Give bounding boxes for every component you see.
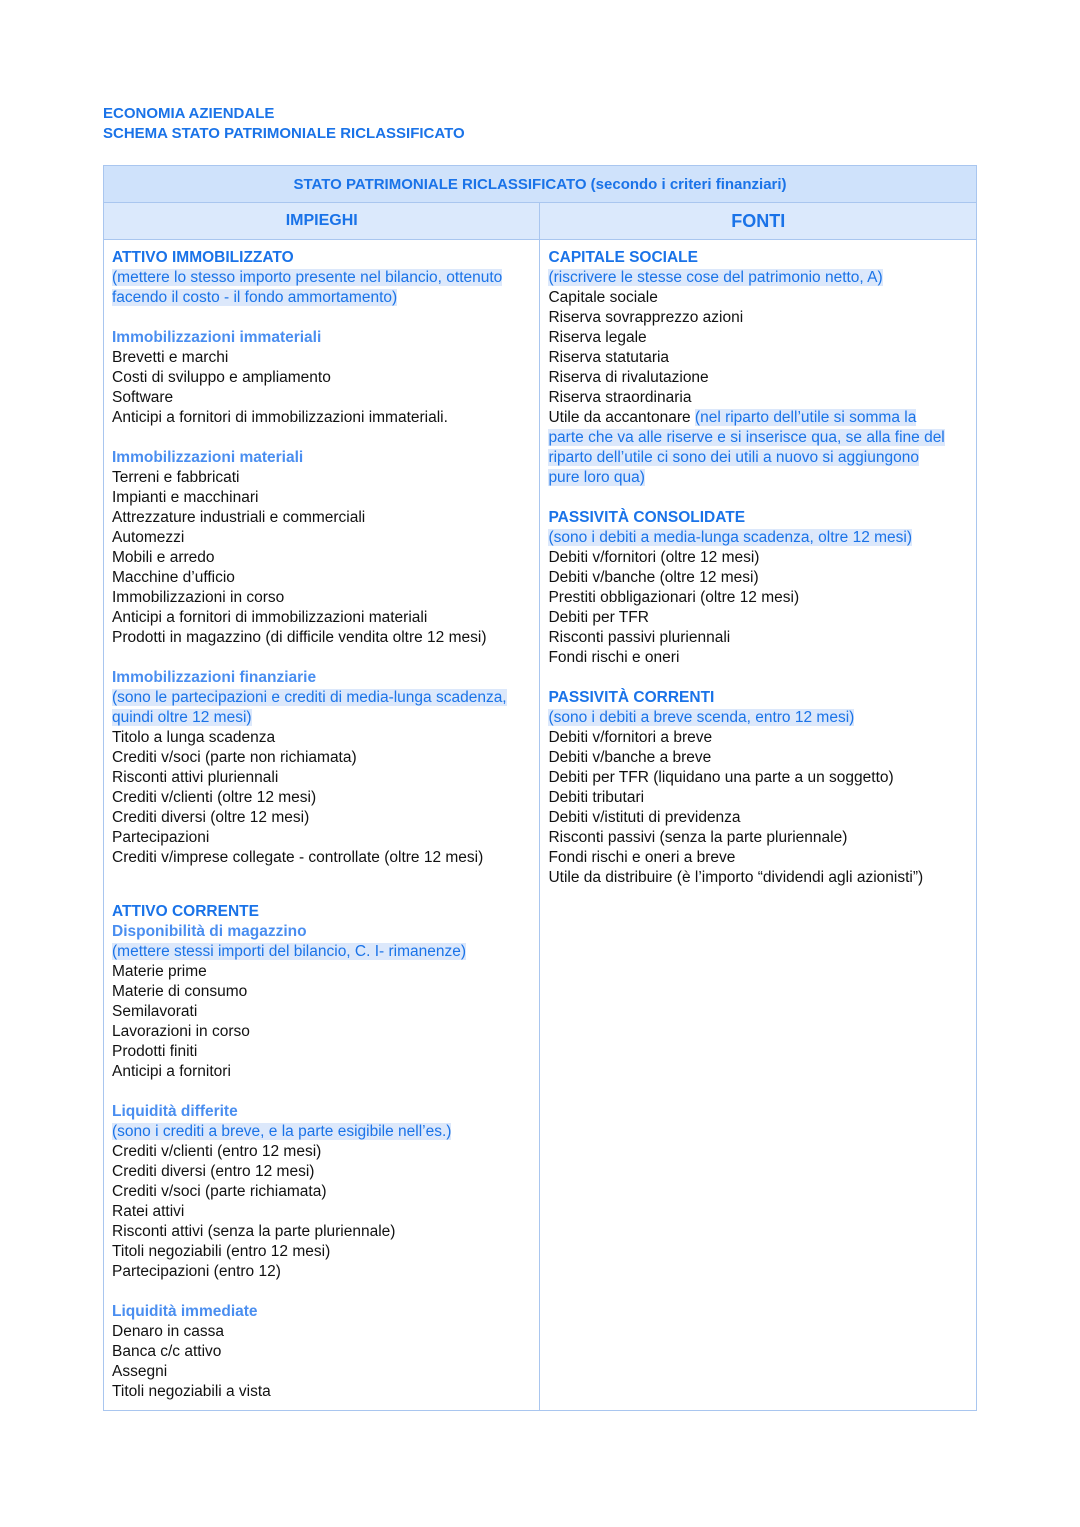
section-title: ATTIVO IMMOBILIZZATO — [112, 249, 294, 266]
list-item: Prestiti obbligazionari (oltre 12 mesi) — [548, 589, 800, 606]
list-item: Debiti per TFR — [548, 609, 649, 626]
list-item: Titolo a lunga scadenza — [112, 729, 276, 746]
section-note: quindi oltre 12 mesi) — [112, 709, 252, 726]
list-item: Crediti v/clienti (entro 12 mesi) — [112, 1143, 322, 1160]
list-item: Anticipi a fornitori — [112, 1063, 231, 1080]
list-item: Costi di sviluppo e ampliamento — [112, 369, 331, 386]
column-header-fonti: FONTI — [540, 203, 977, 240]
section-note: (mettere lo stesso importo presente nel bilancio, ottenuto — [112, 269, 503, 286]
list-item: Debiti v/fornitori (oltre 12 mesi) — [548, 549, 760, 566]
list-item — [548, 408, 968, 428]
subsection-title: Liquidità immediate — [112, 1303, 258, 1320]
column-header-impieghi: IMPIEGHI — [104, 203, 540, 240]
list-item: Assegni — [112, 1363, 168, 1380]
section-note: (sono i debiti a media-lunga scadenza, oltre 12 mesi) — [548, 529, 913, 546]
list-item: Crediti diversi (entro 12 mesi) — [112, 1163, 315, 1180]
list-item: Materie di consumo — [112, 983, 248, 1000]
list-item: Mobili e arredo — [112, 549, 215, 566]
utile-label: Utile da accantonare — [548, 409, 691, 426]
list-item: Riserva sovrapprezzo azioni — [548, 309, 744, 326]
section-note: riparto dell’utile ci sono dei utili a nuovo si aggiungono — [548, 449, 919, 466]
section-note: facendo il costo - il fondo ammortamento) — [112, 289, 398, 306]
section-note: (mettere stessi importi del bilancio, C. I- rimanenze) — [112, 943, 467, 960]
section-note: (nel riparto dell’utile si somma la — [694, 409, 917, 426]
subsection-title: Immobilizzazioni immateriali — [112, 329, 322, 346]
list-item: Immobilizzazioni in corso — [112, 589, 285, 606]
list-item: Risconti passivi (senza la parte pluriennale) — [548, 829, 848, 846]
balance-sheet-table — [103, 165, 977, 1411]
list-item: Utile da distribuire (è l’importo “dividendi agli azionisti”) — [548, 869, 924, 886]
list-item: Crediti diversi (oltre 12 mesi) — [112, 809, 310, 826]
list-item: Capitale sociale — [548, 289, 658, 306]
section-note: (sono le partecipazioni e crediti di media-lunga scadenza, — [112, 689, 507, 706]
section-title: CAPITALE SOCIALE — [548, 249, 698, 266]
list-item: Lavorazioni in corso — [112, 1023, 250, 1040]
list-item: Titoli negoziabili (entro 12 mesi) — [112, 1243, 331, 1260]
list-item: Riserva legale — [548, 329, 647, 346]
list-item: Debiti tributari — [548, 789, 645, 806]
fonti-cell — [540, 240, 977, 1411]
list-item: Banca c/c attivo — [112, 1343, 222, 1360]
section-note: (sono i crediti a breve, e la parte esigibile nell’es.) — [112, 1123, 452, 1140]
list-item: Riserva di rivalutazione — [548, 369, 709, 386]
list-item: Automezzi — [112, 529, 185, 546]
section-title: PASSIVITÀ CONSOLIDATE — [548, 509, 746, 526]
list-item: Riserva straordinaria — [548, 389, 692, 406]
section-note: (sono i debiti a breve scenda, entro 12 mesi) — [548, 709, 855, 726]
list-item: Partecipazioni (entro 12) — [112, 1263, 281, 1280]
list-item: Fondi rischi e oneri — [548, 649, 680, 666]
list-item: Crediti v/soci (parte non richiamata) — [112, 749, 357, 766]
section-note: pure loro qua) — [548, 469, 645, 486]
list-item: Titoli negoziabili a vista — [112, 1383, 271, 1400]
subsection-title: Immobilizzazioni finanziarie — [112, 669, 317, 686]
list-item: Debiti v/banche (oltre 12 mesi) — [548, 569, 759, 586]
list-item: Semilavorati — [112, 1003, 198, 1020]
section-title: ATTIVO CORRENTE — [112, 903, 259, 920]
list-item: Prodotti in magazzino (di difficile vendita oltre 12 mesi) — [112, 629, 487, 646]
list-item: Risconti passivi pluriennali — [548, 629, 731, 646]
list-item: Crediti v/clienti (oltre 12 mesi) — [112, 789, 317, 806]
subsection-title: Immobilizzazioni materiali — [112, 449, 304, 466]
subsection-title: Disponibilità di magazzino — [112, 923, 307, 940]
document-title: ECONOMIA AZIENDALE — [103, 105, 275, 122]
list-item: Debiti v/fornitori a breve — [548, 729, 713, 746]
table-caption: STATO PATRIMONIALE RICLASSIFICATO (secondo i criteri finanziari) — [104, 166, 977, 203]
list-item: Terreni e fabbricati — [112, 469, 240, 486]
section-title: PASSIVITÀ CORRENTI — [548, 689, 715, 706]
list-item: Impianti e macchinari — [112, 489, 259, 506]
list-item: Debiti v/istituti di previdenza — [548, 809, 741, 826]
list-item: Denaro in cassa — [112, 1323, 225, 1340]
document-subtitle: SCHEMA STATO PATRIMONIALE RICLASSIFICATO — [103, 125, 465, 142]
document-header — [103, 104, 465, 144]
list-item: Risconti attivi (senza la parte pluriennale) — [112, 1223, 396, 1240]
list-item: Prodotti finiti — [112, 1043, 198, 1060]
list-item: Materie prime — [112, 963, 207, 980]
list-item: Attrezzature industriali e commerciali — [112, 509, 366, 526]
list-item: Macchine d’ufficio — [112, 569, 235, 586]
list-item: Riserva statutaria — [548, 349, 670, 366]
list-item: Crediti v/soci (parte richiamata) — [112, 1183, 327, 1200]
list-item: Ratei attivi — [112, 1203, 185, 1220]
list-item: Partecipazioni — [112, 829, 210, 846]
list-item: Crediti v/imprese collegate - controllate (oltre 12 mesi) — [112, 849, 484, 866]
list-item: Debiti per TFR (liquidano una parte a un soggetto) — [548, 769, 894, 786]
list-item: Anticipi a fornitori di immobilizzazioni immateriali. — [112, 409, 448, 426]
list-item: Software — [112, 389, 174, 406]
section-note: (riscrivere le stesse cose del patrimonio netto, A) — [548, 269, 883, 286]
list-item: Risconti attivi pluriennali — [112, 769, 279, 786]
list-item: Brevetti e marchi — [112, 349, 229, 366]
subsection-title: Liquidità differite — [112, 1103, 238, 1120]
list-item: Debiti v/banche a breve — [548, 749, 712, 766]
list-item: Fondi rischi e oneri a breve — [548, 849, 736, 866]
section-note: parte che va alle riserve e si inserisce qua, se alla fine del — [548, 429, 945, 446]
impieghi-cell — [104, 240, 540, 1411]
list-item: Anticipi a fornitori di immobilizzazioni materiali — [112, 609, 428, 626]
